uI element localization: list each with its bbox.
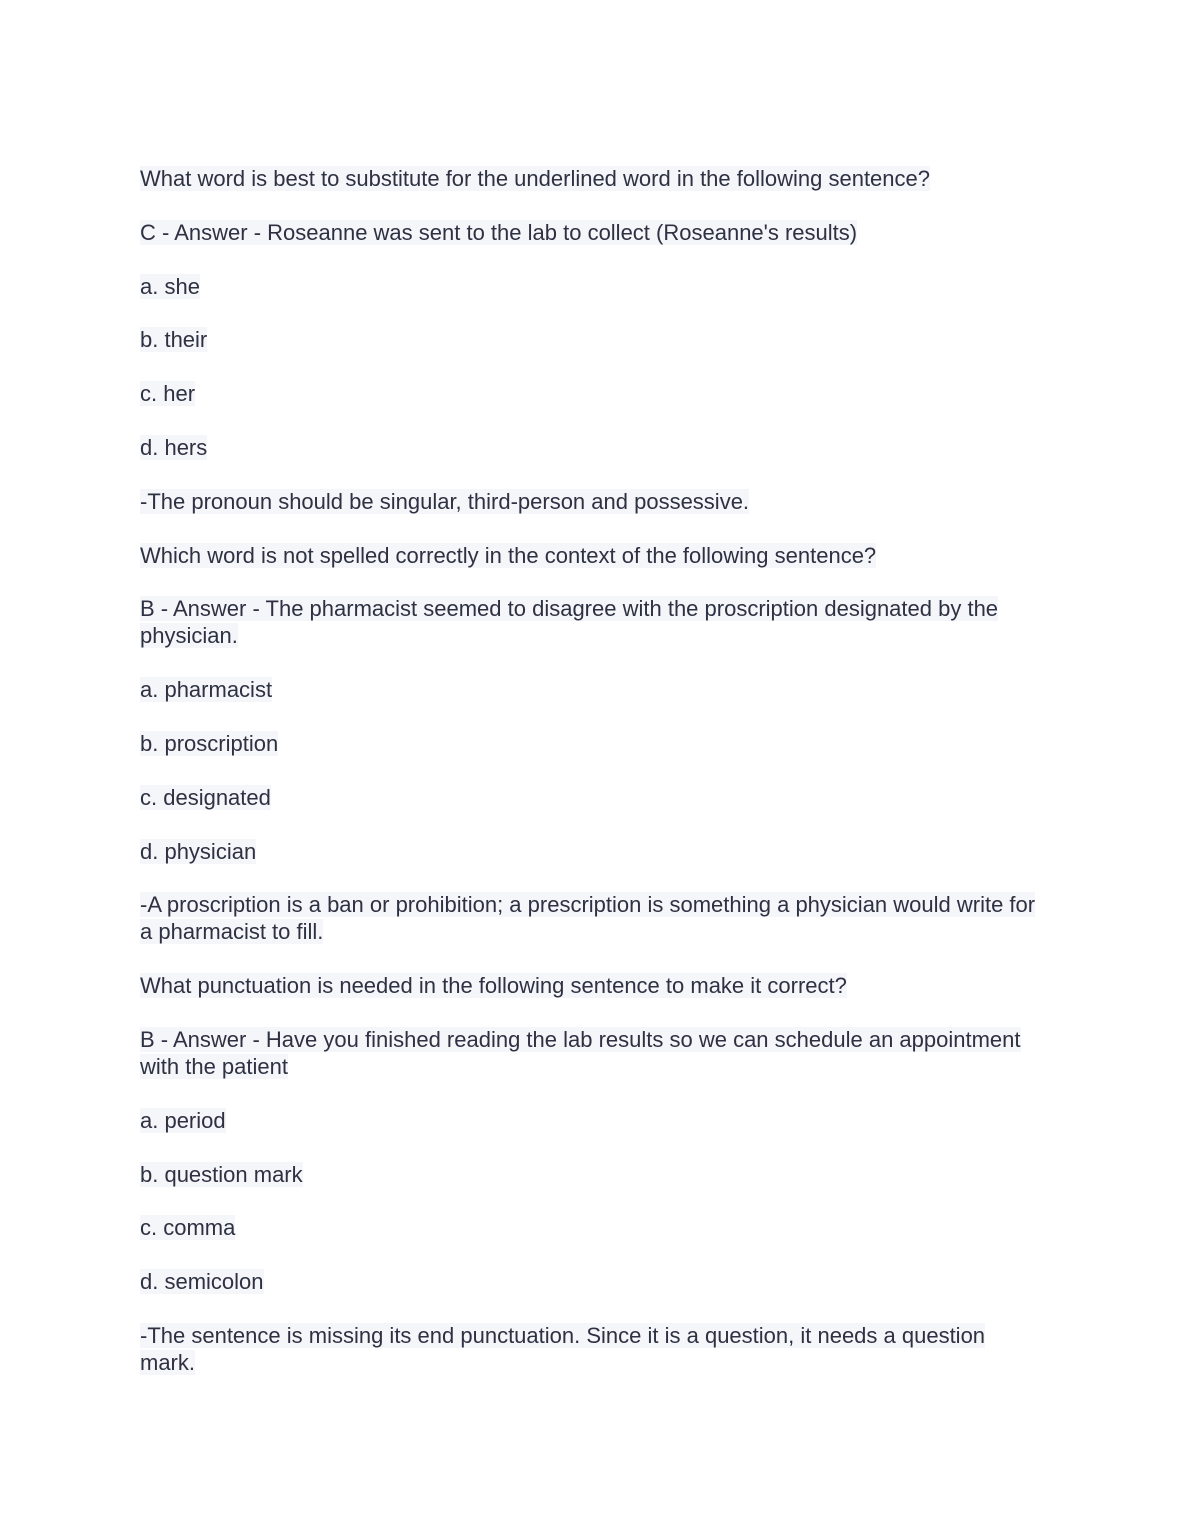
option-text: a. she <box>140 273 200 299</box>
option-text: a. pharmacist <box>140 677 273 703</box>
question-1-option-c <box>140 380 1040 407</box>
document-page <box>140 165 1040 1403</box>
question-3-option-c <box>140 1214 1040 1241</box>
question-2-prompt <box>140 542 1040 569</box>
question-3-option-a <box>140 1107 1040 1134</box>
option-text: c. her <box>140 381 196 407</box>
option-text: d. semicolon <box>140 1269 264 1295</box>
explanation-text: -A proscription is a ban or prohibition; a prescription is something a physician would write for a pharmacist to fill. <box>140 892 1036 945</box>
question-3-prompt <box>140 972 1040 999</box>
question-1-option-a <box>140 273 1040 300</box>
question-3-prompt-text: What punctuation is needed in the following sentence to make it correct? <box>140 973 847 999</box>
question-1-explanation <box>140 488 1040 515</box>
option-text: b. proscription <box>140 730 279 756</box>
question-1-prompt-text: What word is best to substitute for the underlined word in the following sentence? <box>140 166 931 191</box>
option-text: d. physician <box>140 838 257 864</box>
question-1-answer-text: C - Answer - Roseanne was sent to the lab to collect (Roseanne's results) <box>140 219 858 245</box>
question-3-explanation <box>140 1322 1040 1376</box>
question-1-prompt <box>140 165 1040 192</box>
question-1-option-b <box>140 326 1040 353</box>
question-1-option-d <box>140 434 1040 461</box>
explanation-text: -The sentence is missing its end punctuation. Since it is a question, it needs a question mark. <box>140 1322 986 1375</box>
option-text: a. period <box>140 1107 226 1133</box>
question-1-answer <box>140 219 1040 246</box>
option-text: b. their <box>140 327 208 353</box>
question-2-prompt-text: Which word is not spelled correctly in the context of the following sentence? <box>140 542 877 568</box>
question-2-answer-text: B - Answer - The pharmacist seemed to disagree with the proscription designated by the physician. <box>140 596 999 649</box>
question-2-option-c <box>140 784 1040 811</box>
question-2-option-d <box>140 838 1040 865</box>
question-2-option-a <box>140 676 1040 703</box>
question-3-answer-text: B - Answer - Have you finished reading the lab results so we can schedule an appointment with the patient <box>140 1026 1021 1079</box>
option-text: b. question mark <box>140 1161 303 1187</box>
question-3-option-b <box>140 1161 1040 1188</box>
explanation-text: -The pronoun should be singular, third-person and possessive. <box>140 488 750 514</box>
option-text: c. comma <box>140 1215 236 1241</box>
option-text: d. hers <box>140 434 208 460</box>
question-2-answer <box>140 595 1040 649</box>
option-text: c. designated <box>140 784 271 810</box>
question-3-answer <box>140 1026 1040 1080</box>
question-2-explanation <box>140 891 1040 945</box>
question-2-option-b <box>140 730 1040 757</box>
question-3-option-d <box>140 1268 1040 1295</box>
